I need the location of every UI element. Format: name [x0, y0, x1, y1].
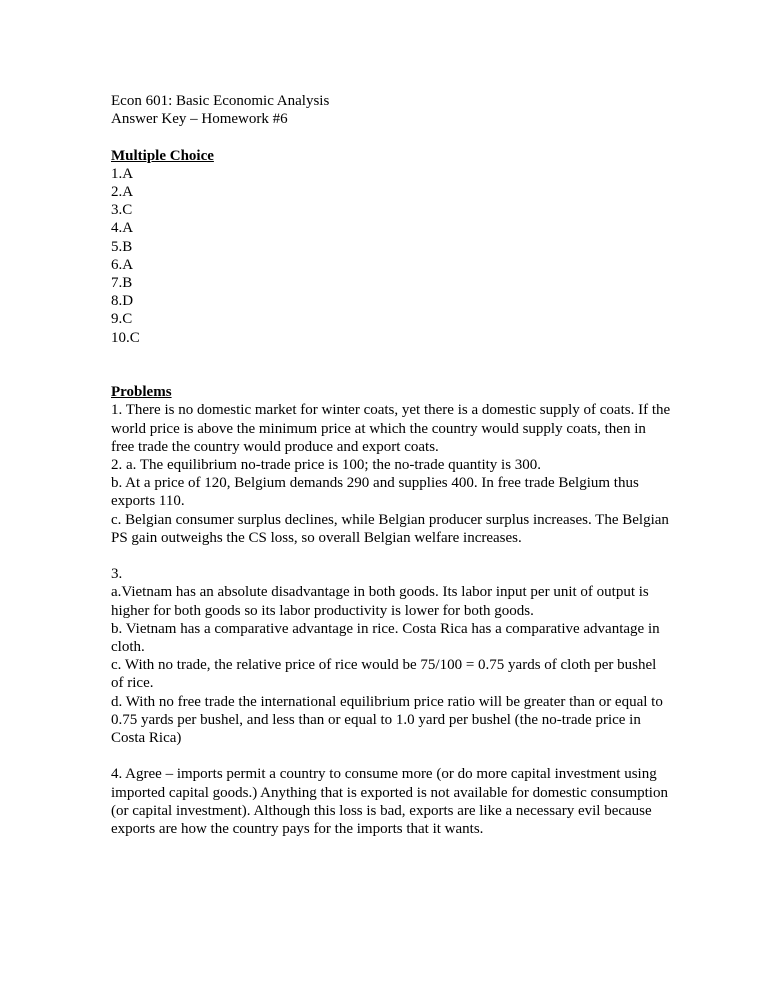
mc-answer-3: 3.C: [111, 202, 133, 219]
mc-answer-8: 8.D: [111, 293, 134, 310]
mc-answer-10: 10.C: [111, 329, 140, 346]
document-body: [111, 92, 671, 838]
problem-2c: c. Belgian consumer surplus declines, while Belgian producer surplus increases. The Belgian PS gain outweighs the CS loss, so overall Belgian welfare increases.: [111, 511, 669, 546]
mc-answer-9: 9.C: [111, 311, 133, 328]
mc-answer-6: 6.A: [111, 256, 134, 273]
multiple-choice-heading: Multiple Choice: [111, 147, 214, 164]
mc-answer-5: 5.B: [111, 238, 133, 255]
document-header: [111, 92, 671, 128]
problem-2a: 2. a. The equilibrium no-trade price is 100; the no-trade quantity is 300.: [111, 457, 542, 474]
mc-answer-4: 4.A: [111, 220, 134, 237]
mc-answer-1: 1.A: [111, 165, 134, 182]
course-title: Econ 601: Basic Economic Analysis: [111, 93, 330, 109]
problem-3-number: 3.: [111, 566, 123, 583]
problem-3d: d. With no free trade the international equilibrium price ratio will be greater than or equal to 0.75 yards per bushel, and less than or equal to 1.0 yard per bushel (the no-trade price in Costa Rica): [111, 693, 663, 747]
multiple-choice-answers: [111, 165, 671, 347]
mc-answer-2: 2.A: [111, 184, 134, 200]
problem-3a: a.Vietnam has an absolute disadvantage in both goods. Its labor input per unit of output is higher for both goods so its labor productivity is lower for both goods.: [111, 584, 649, 619]
problem-4-answer: 4. Agree – imports permit a country to consume more (or do more capital investment using imported capital goods.) Anything that is exported is not available for domestic consumption (or capital investment). Although this loss is bad, exports are like a necessary evil because exports are how the country pays for the imports that it wants.: [111, 766, 668, 838]
problem-1-answer: 1. There is no domestic market for winter coats, yet there is a domestic supply of coats. If the world price is above the minimum price at which the country would supply coats, then in free trade the country would produce and export coats.: [111, 402, 671, 455]
problem-2-answer: [111, 456, 671, 547]
problem-2b: b. At a price of 120, Belgium demands 290 and supplies 400. In free trade Belgium thus exports 110.: [111, 475, 639, 510]
problem-3b: b. Vietnam has a comparative advantage in rice. Costa Rica has a comparative advantage in cloth.: [111, 620, 660, 656]
mc-answer-7: 7.B: [111, 275, 133, 292]
section-spacer: [111, 347, 671, 383]
problem-3-answer: [111, 565, 671, 747]
problem-3c: c. With no trade, the relative price of rice would be 75/100 = 0.75 yards of cloth per bushel of rice.: [111, 657, 657, 692]
problems-heading: Problems: [111, 384, 172, 401]
document-subtitle: Answer Key – Homework #6: [111, 111, 288, 128]
